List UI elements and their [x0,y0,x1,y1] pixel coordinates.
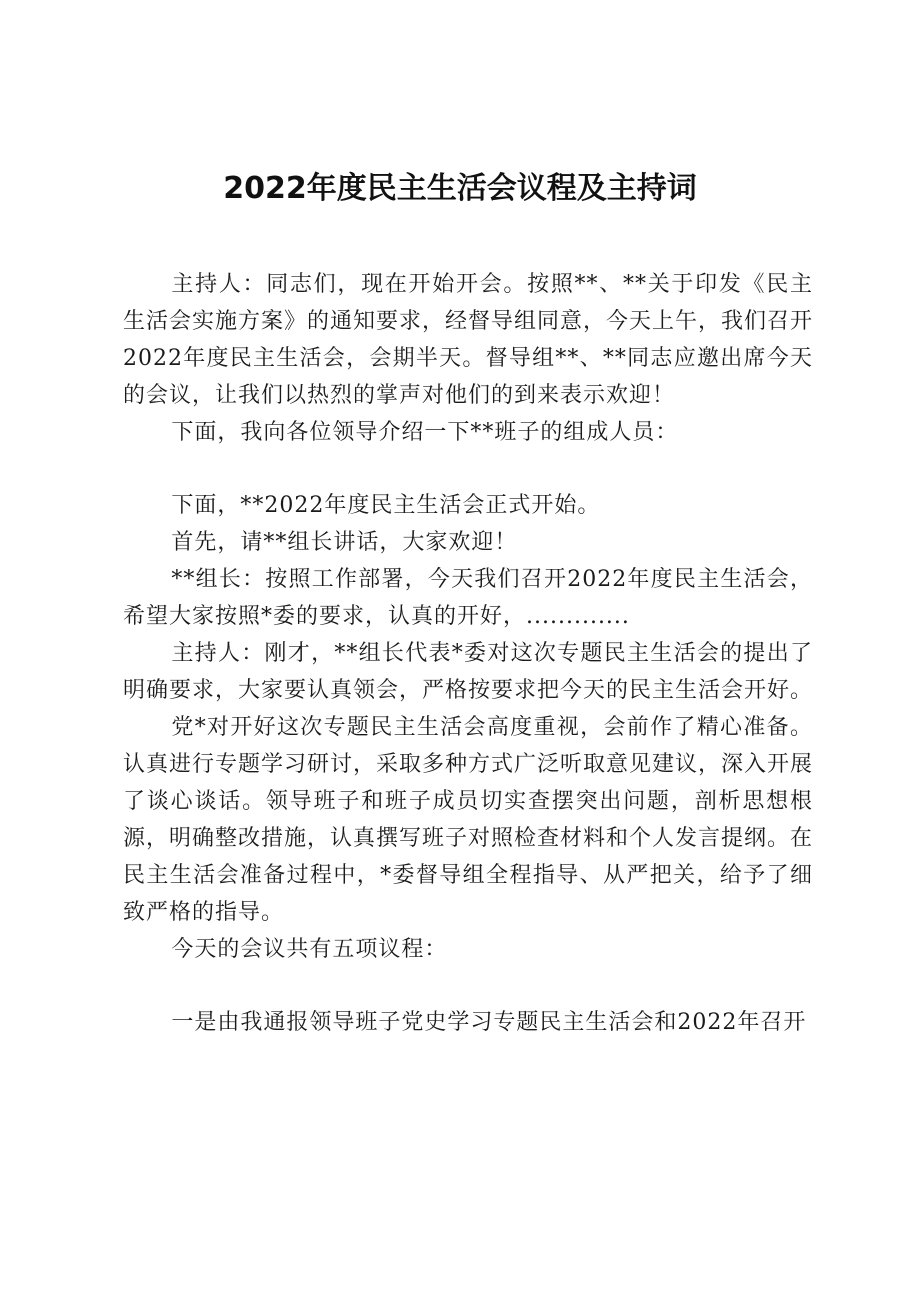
paragraph-leader-speech: **组长：按照工作部署，今天我们召开2022年度民主生活会，希望大家按照*委的要求，认真的开好，............. [123,567,813,629]
paragraph-host-opening: 主持人：同志们，现在开始开会。按照**、**关于印发《民主生活会实施方案》的通知要求，经督导组同意，今天上午，我们召开2022年度民主生活会，会期半天。督导组**、**同志应邀出席今天的会议，让我们以热烈的掌声对他们的到来表示欢迎！ [123,272,814,408]
paragraph-host-summary: 主持人：刚才，**组长代表*委对这次专题民主生活会的提出了明确要求，大家要认真领会，严格按要求把今天的民主生活会开好。 [123,641,814,703]
paragraph-leader-invite: 首先，请**组长讲话，大家欢迎！ [171,530,518,555]
paragraph-agenda-item-1: 一是由我通报领导班子党史学习专题民主生活会和2022年召开 [171,1010,807,1035]
document-body [123,266,813,1041]
paragraph-preparation: 党*对开好这次专题民主生活会高度重视，会前作了精心准备。认真进行专题学习研讨，采取多种方式广泛听取意见建议，深入开展了谈心谈话。领导班子和班子成员切实查摆突出问题，剖析思想根源，明确整改措施，认真撰写班子对照检查材料和个人发言提纲。在民主生活会准备过程中，*委督导组全程指导、从严把关，给予了细致严格的指导。 [123,715,814,925]
page-title: 2022年度民主生活会议程及主持词 [223,171,697,206]
paragraph-agenda-intro: 今天的会议共有五项议程： [171,937,448,962]
paragraph-meeting-start: 下面，**2022年度民主生活会正式开始。 [171,493,601,518]
paragraph-introduce-members: 下面，我向各位领导介绍一下**班子的组成人员： [171,420,679,445]
